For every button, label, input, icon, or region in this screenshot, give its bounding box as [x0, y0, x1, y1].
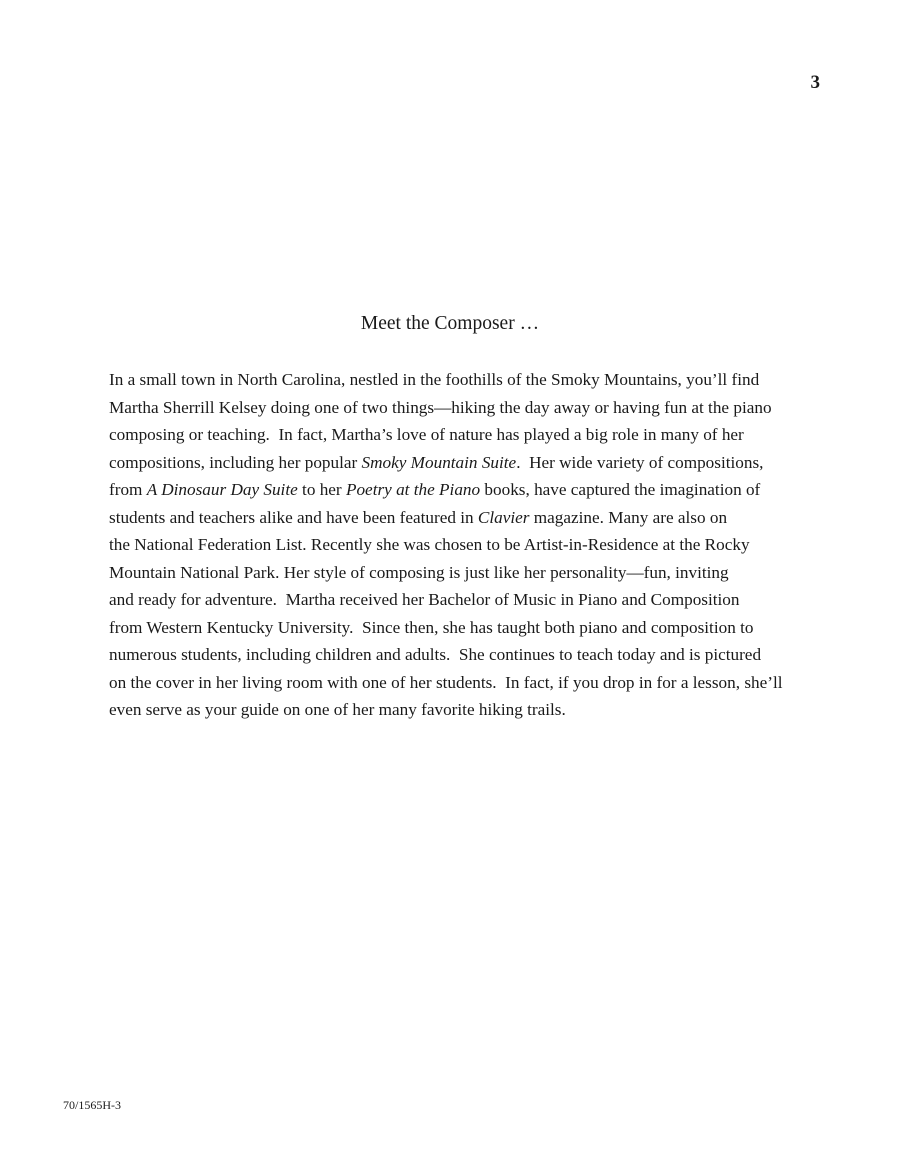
body-text-segment: Mountain National Park. Her style of composing is just like her personality—fun, inviting — [109, 562, 729, 582]
body-text-segment: . Her wide variety of compositions, — [516, 452, 764, 472]
body-text-segment: books, have captured the imagination of — [480, 480, 761, 499]
body-line — [109, 366, 799, 394]
body-line — [109, 531, 799, 559]
body-text-segment: and ready for adventure. Martha received her Bachelor of Music in Piano and Composition — [109, 590, 740, 609]
body-line — [109, 559, 799, 587]
work-title: Clavier — [477, 507, 530, 527]
body-text-segment: Martha Sherrill Kelsey doing one of two things—hiking the day away or having fun at the piano — [109, 397, 772, 417]
body-line — [109, 669, 799, 697]
catalog-number: 70/1565H-3 — [63, 1098, 121, 1112]
body-line — [109, 421, 799, 449]
work-title: Poetry at the Piano — [345, 480, 481, 499]
work-title: Smoky Mountain Suite — [361, 452, 517, 472]
body-line — [109, 614, 799, 642]
body-line — [109, 696, 799, 724]
page-title: Meet the Composer … — [360, 313, 540, 334]
work-title: A Dinosaur Day Suite — [146, 480, 298, 499]
body-text-segment: from Western Kentucky University. Since then, she has taught both piano and composition to — [109, 617, 754, 637]
body-text-segment: magazine. Many are also on — [529, 507, 728, 527]
body-text-segment: even serve as your guide on one of her many favorite hiking trails. — [109, 700, 566, 719]
body-line — [109, 586, 799, 614]
body-line — [109, 476, 799, 504]
body-text-segment: composing or teaching. In fact, Martha’s love of nature has played a big role in many of her — [109, 425, 744, 444]
body-text-segment: In a small town in North Carolina, nestled in the foothills of the Smoky Mountains, you’ll find — [109, 370, 760, 389]
body-text-segment: students and teachers alike and have been featured in — [109, 507, 478, 527]
composer-biography — [109, 366, 799, 724]
body-text-segment: to her — [297, 480, 346, 499]
body-line — [109, 641, 799, 669]
body-line — [109, 394, 799, 422]
body-text-segment: compositions, including her popular — [109, 452, 362, 472]
body-text-segment: from — [109, 480, 147, 499]
body-text-segment: numerous students, including children and adults. She continues to teach today and is pictured — [109, 645, 762, 664]
body-text-segment: the National Federation List. Recently she was chosen to be Artist-in-Residence at the Rocky — [109, 535, 750, 554]
body-line — [109, 504, 799, 532]
page-number: 3 — [810, 72, 820, 93]
body-line — [109, 449, 799, 477]
body-text-segment: on the cover in her living room with one of her students. In fact, if you drop in for a lesson, she’ll — [109, 672, 783, 692]
